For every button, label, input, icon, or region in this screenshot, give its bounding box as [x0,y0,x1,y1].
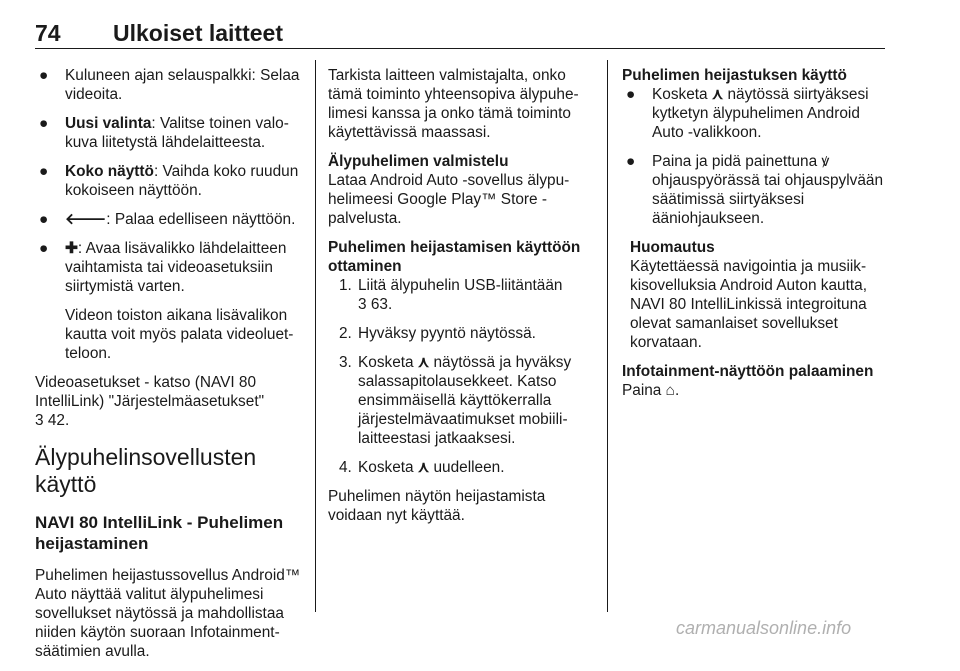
page-ref: 3 42. [35,412,70,429]
column-1 [35,66,303,671]
mirroring-use-heading: Puhelimen heijastuksen käyttö [622,67,847,84]
column-2 [328,66,598,535]
bullet-item: ● Kuluneen ajan selauspalkki: Selaa videoita. [39,67,300,103]
bullet-item: ● Uusi valinta: Valitse toinen valokuva liitetystä lähdelaitteesta. [39,115,289,151]
section-title: Älypuhelinsovellusten käyttö [35,444,257,497]
enable-mirroring-heading: Puhelimen heijastamisen käyttöön ottaminen [328,239,581,275]
step-item: 1. Liitä älypuhelin USB-liitäntään 3 63. [339,277,563,313]
bullet-item: ● 🡐: Palaa edelliseen näyttöön. [39,211,296,228]
note-heading: Huomautus [630,239,715,256]
column-3 [622,66,890,410]
return-heading: Infotainment-näyttöön palaaminen [622,363,874,380]
note-text: Käytettäessä navigointia ja musiikkisovelluksia Android Auton kautta, NAVI 80 IntelliLinkissä integroituna olevat samanlaiset sovellukset korvataan. [630,258,867,351]
bullet-item: ● ✚: Avaa lisävalikko lähdelaitteen vaihtamista tai videoasetuksiin siirtymistä varten. [39,240,287,295]
android-auto-icon: ⋏ [417,459,430,476]
video-settings-ref: Videoasetukset - katso (NAVI 80 IntelliLink) "Järjestelmäasetukset" [35,374,265,410]
phone-prep-heading: Älypuhelimen valmistelu [328,153,509,170]
android-auto-icon: ⋏ [711,86,724,103]
term-full-screen: Koko näyttö [65,163,154,180]
intro-paragraph: Puhelimen heijastussovellus Android™ Auto näyttää valitut älypuhelimesi sovellukset näytössä ja mahdollistaa niiden käytön suoraan Infotainment-säätimien avulla. [35,567,301,660]
plus-icon: ✚ [65,240,78,257]
phone-prep-text: Lataa Android Auto -sovellus älypuhelimeesi Google Play™ Store -palvelusta. [328,172,570,227]
page-ref: 3 63. [358,296,393,313]
return-text: Paina ⌂. [622,382,680,399]
bullet-item: ● Koko näyttö: Vaihda koko ruudun kokoiseen näyttöön. [39,163,299,199]
header-rule [35,48,885,49]
bullet-item: ● Paina ja pidä painettuna ꝟ ohjauspyörässä tai ohjauspylvään säätimissä siirtyäksesi ääniohjaukseen. [626,153,884,227]
note-block [622,238,890,352]
watermark: carmanualsonline.info [676,618,852,638]
page-header [35,12,885,48]
chapter-title: Ulkoiset laitteet [113,20,283,46]
bullet-continuation: Videon toiston aikana lisävalikon kautta voit myös palata videoluetteloon. [65,307,294,362]
term-new-selection: Uusi valinta [65,115,152,132]
home-icon: ⌂ [665,382,675,399]
column-divider-1 [315,60,316,612]
bullet-item: ● Kosketa ⋏ näytössä siirtyäksesi kytketyn älypuhelimen Android Auto -valikkoon. [626,86,869,141]
back-arrow-icon: 🡐 [65,211,107,228]
android-auto-icon: ⋏ [417,354,430,371]
outro-paragraph: Puhelimen näytön heijastamista voidaan nyt käyttää. [328,488,546,524]
step-item: 4. Kosketa ⋏ uudelleen. [339,459,505,476]
subsection-title: NAVI 80 IntelliLink - Puhelimen heijastaminen [35,513,284,553]
voice-control-icon: ꝟ [821,153,830,170]
step-item: 3. Kosketa ⋏ näytössä ja hyväksy salassapitolausekkeet. Katso ensimmäisellä käyttökerralla järjestelmävaatimukset mobiililaitteestasi jatkaaksesi. [339,354,572,447]
step-item: 2. Hyväksy pyyntö näytössä. [339,325,536,342]
compatibility-paragraph: Tarkista laitteen valmistajalta, onko tämä toiminto yhteensopiva älypuhelimesi kanssa ja onko tämä toiminto käytettävissä maassasi. [328,67,579,141]
page-number: 74 [35,20,61,46]
column-divider-2 [607,60,608,612]
